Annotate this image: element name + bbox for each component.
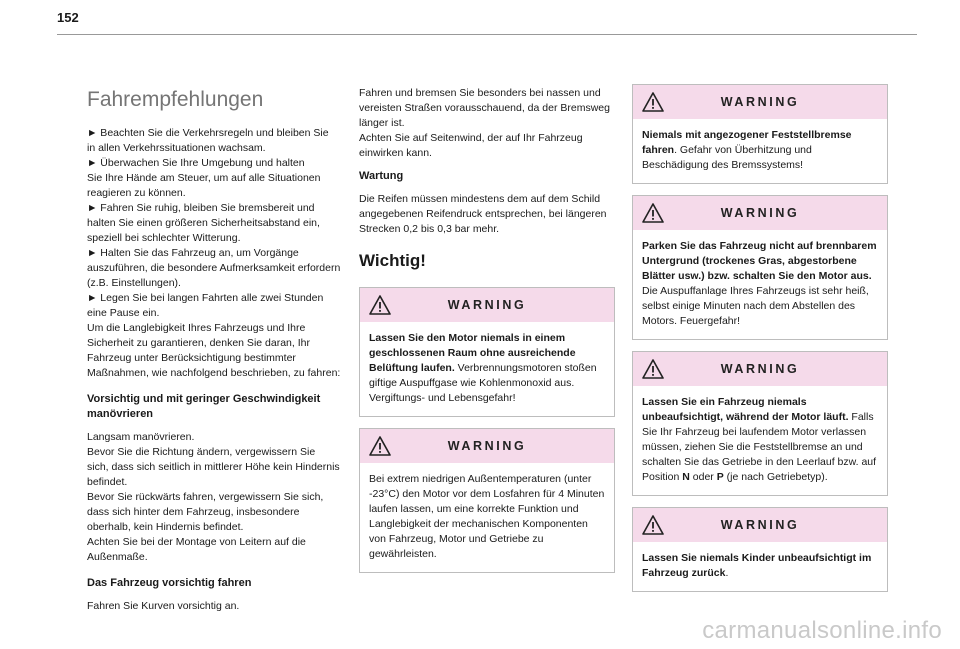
warning-text: oder — [689, 471, 717, 483]
warning-header — [360, 429, 614, 463]
wet-road-text: Fahren und bremsen Sie besonders bei nassen und vereisten Straßen vorausschauend, da der Bremsweg länger ist. Achten Sie auf Seitenwind, der auf Ihr Fahrzeug einwirken kann. — [359, 87, 610, 159]
warning-triangle-icon — [369, 436, 391, 456]
gear-p: P — [716, 471, 724, 483]
driving-tips-text: ► Beachten Sie die Verkehrsregeln und bleiben Sie in allen Verkehrssituationen wachsam. ► Überwachen Sie Ihre Umgebung und halten Sie Ihre Hände am Steuer, um auf alle Situationen reagieren zu können. ► Fahren Sie ruhig, bleiben Sie bremsbereit und halten Sie einen größeren Sicherheitsabstand ein, speziell bei schlechter Witterung. ► Halten Sie das Fahrzeug an, um Vorgänge auszuführen, die besondere Aufmerksamkeit erfordern (z.B. Einstellungen). ► Legen Sie bei langen Fahrten alle zwei Stunden eine Pause ein. Um die Langlebigkeit Ihres Fahrzeugs und Ihre Sicherheit zu garantieren, denken Sie daran, Ihr Fahrzeug unter Berücksichtigung bestimmter Maßnahmen, wie nachfolgend beschrieben, zu fahren: — [87, 127, 341, 379]
section-title: Fahrempfehlungen — [87, 88, 264, 111]
top-divider — [57, 34, 917, 35]
heading-maintenance: Wartung — [359, 170, 404, 182]
warning-header — [633, 85, 887, 119]
column-left — [87, 82, 343, 614]
warning-box-children — [632, 507, 888, 592]
maintenance-text: Die Reifen müssen mindestens dem auf dem Schild angegebenen Reifendruck entsprechen, bei längeren Strecken 0,2 bis 0,3 bar mehr. — [359, 193, 607, 235]
warning-text: (je nach Getriebetyp). — [723, 471, 828, 483]
warning-bold-text: Lassen Sie ein Fahrzeug niemals unbeaufsichtigt, während der Motor läuft. — [642, 396, 849, 423]
warning-box-parking-brake — [632, 84, 888, 184]
drive-carefully-text: Fahren Sie Kurven vorsichtig an. — [87, 600, 240, 612]
warning-bold-text: Niemals mit angezogener Feststellbremse fahren — [642, 129, 852, 156]
warning-text: Verbrennungsmotoren stoßen giftige Auspuffgase wie Kohlenmonoxid aus. Vergiftungs- und Lebensgefahr! — [369, 362, 597, 404]
warning-label: WARNING — [447, 438, 527, 453]
warning-triangle-icon — [642, 203, 664, 223]
warning-label: WARNING — [720, 361, 800, 376]
warning-bold-text: Lassen Sie niemals Kinder unbeaufsichtigt im Fahrzeug zurück — [642, 552, 872, 579]
warning-text: Falls Sie Ihr Fahrzeug bei laufendem Motor verlassen müssen, ziehen Sie die Feststellbremse an und schalten Sie das Getriebe in den Leerlauf bzw. auf Position — [642, 411, 877, 483]
warning-box-flammable-ground — [632, 195, 888, 340]
warning-text: . Gefahr von Überhitzung und Beschädigung des Bremssystems! — [642, 144, 812, 171]
warning-body — [633, 542, 887, 591]
warning-label: WARNING — [720, 517, 800, 532]
warning-label: WARNING — [720, 205, 800, 220]
warning-text: . — [725, 567, 729, 579]
heading-drive-carefully: Das Fahrzeug vorsichtig fahren — [87, 577, 252, 589]
gear-n: N — [682, 471, 690, 483]
warning-header — [633, 196, 887, 230]
warning-body — [360, 463, 614, 572]
warning-body — [633, 119, 887, 183]
warning-header — [360, 288, 614, 322]
warning-triangle-icon — [369, 295, 391, 315]
warning-box-cold-start — [359, 428, 615, 573]
warning-header — [633, 508, 887, 542]
warning-box-ventilation — [359, 287, 615, 417]
watermark: carmanualsonline.info — [702, 617, 942, 644]
column-right — [632, 84, 888, 603]
heading-manoeuvre: Vorsichtig und mit geringer Geschwindigkeit manövrieren — [87, 393, 321, 420]
heading-important: Wichtig! — [359, 251, 426, 270]
warning-triangle-icon — [642, 359, 664, 379]
warning-triangle-icon — [642, 92, 664, 112]
warning-body — [633, 386, 887, 495]
warning-text: Die Auspuffanlage Ihres Fahrzeugs ist sehr heiß, selbst einige Minuten nach dem Abstellen des Motors. Feuergefahr! — [642, 285, 869, 327]
column-middle — [359, 86, 615, 584]
manoeuvre-text: Langsam manövrieren. Bevor Sie die Richtung ändern, vergewissern Sie sich, dass sich seitlich in mittlerer Höhe kein Hindernis befindet. Bevor Sie rückwärts fahren, vergewissern Sie sich, dass sich hinter dem Fahrzeug, insbesondere oberhalb, kein Hindernis befindet. Achten Sie bei der Montage von Leitern auf die Außenmaße. — [87, 431, 340, 563]
warning-body — [633, 230, 887, 339]
warning-label: WARNING — [720, 94, 800, 109]
warning-label: WARNING — [447, 297, 527, 312]
warning-triangle-icon — [642, 515, 664, 535]
warning-text: Bei extrem niedrigen Außentemperaturen (unter -23°C) den Motor vor dem Losfahren für 4 Minuten laufen lassen, um eine korrekte Funktion und Langlebigkeit der mechanischen Komponenten von Fahrzeug, Motor und Getriebe zu gewährleisten. — [369, 473, 605, 560]
page-number: 152 — [57, 10, 79, 25]
warning-bold-text: Parken Sie das Fahrzeug nicht auf brennbarem Untergrund (trockenes Gras, abgestorbene Blätter usw.) bzw. schalten Sie den Motor aus. — [642, 240, 877, 282]
warning-bold-text: Lassen Sie den Motor niemals in einem geschlossenen Raum ohne ausreichende Belüftung laufen. — [369, 332, 576, 374]
warning-body — [360, 322, 614, 416]
warning-header — [633, 352, 887, 386]
warning-box-engine-running — [632, 351, 888, 496]
